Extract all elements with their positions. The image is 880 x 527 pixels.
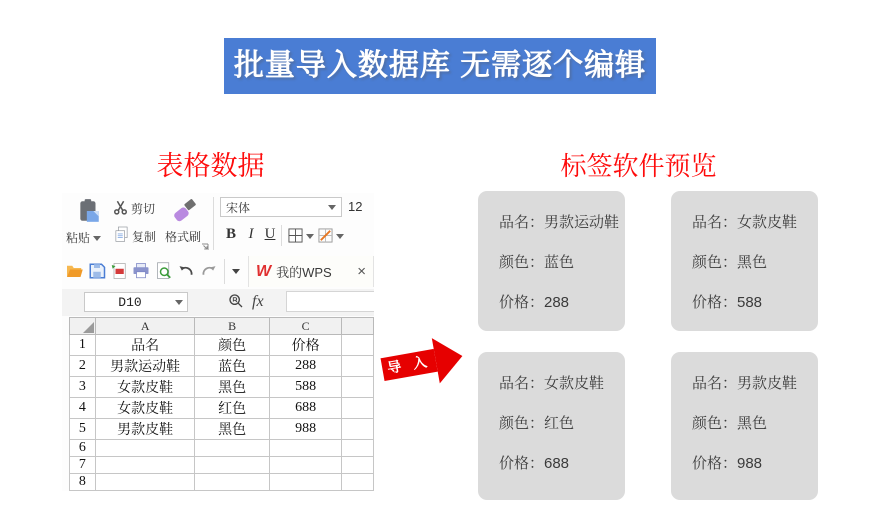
draw-border-icon[interactable]	[318, 228, 333, 243]
save-button[interactable]	[88, 262, 106, 280]
cell[interactable]	[95, 440, 195, 457]
paste-label: 粘贴	[66, 231, 91, 245]
banner-title: 批量导入数据库 无需逐个编辑	[224, 38, 656, 94]
cell[interactable]: 黑色	[195, 419, 269, 440]
cell[interactable]: 男款皮鞋	[95, 419, 195, 440]
arrow-head-icon	[432, 333, 467, 383]
cell[interactable]: 男款运动鞋	[95, 356, 195, 377]
cell[interactable]	[342, 474, 374, 491]
cell-reference-box[interactable]	[84, 292, 188, 312]
underline-button[interactable]: U	[264, 226, 276, 242]
cell[interactable]: 品名	[95, 335, 195, 356]
spreadsheet-screenshot	[62, 193, 374, 491]
cell[interactable]	[342, 377, 374, 398]
copy-icon	[114, 226, 129, 243]
table-row	[70, 440, 374, 457]
cell[interactable]: 价格	[269, 335, 341, 356]
import-arrow	[376, 330, 470, 396]
font-size-select[interactable]: 12	[348, 199, 363, 214]
cell[interactable]	[95, 474, 195, 491]
cell[interactable]: 蓝色	[195, 356, 269, 377]
row-header[interactable]: 8	[70, 474, 96, 491]
paste-button[interactable]	[66, 229, 101, 246]
card-name-line: 品名：男款皮鞋	[692, 375, 798, 392]
table-row	[70, 419, 374, 440]
italic-button[interactable]: I	[248, 226, 254, 242]
cell[interactable]	[269, 457, 341, 474]
row-header[interactable]: 3	[70, 377, 96, 398]
print-preview-button[interactable]	[155, 262, 172, 280]
formula-input[interactable]	[286, 291, 374, 312]
cell[interactable]: 女款皮鞋	[95, 398, 195, 419]
table-row	[70, 457, 374, 474]
cell[interactable]	[195, 457, 269, 474]
label-card	[478, 352, 625, 500]
cell-reference-value: D10	[118, 294, 142, 310]
row-header[interactable]: 6	[70, 440, 96, 457]
cut-button[interactable]: 剪切	[131, 202, 156, 216]
bold-button[interactable]: B	[225, 226, 236, 242]
close-tab-icon[interactable]: ×	[357, 263, 366, 280]
draw-border-dropdown-icon[interactable]	[336, 234, 344, 239]
row-header[interactable]: 1	[70, 335, 96, 356]
card-price-line: 价格：288	[499, 294, 570, 311]
card-color-line: 颜色：黑色	[692, 254, 768, 271]
cell[interactable]	[342, 419, 374, 440]
cell[interactable]: 288	[269, 356, 341, 377]
insert-function-button[interactable]: fx	[252, 293, 264, 310]
quickbar-dropdown-icon[interactable]	[232, 269, 240, 274]
import-arrow-label: 导 入	[381, 349, 438, 381]
namebox-dropdown-icon	[175, 300, 183, 305]
cell[interactable]	[342, 457, 374, 474]
table-row	[70, 377, 374, 398]
font-name-label: 宋体	[226, 200, 251, 215]
cell[interactable]	[342, 440, 374, 457]
export-pdf-button[interactable]	[110, 262, 127, 280]
cell[interactable]: 颜色	[195, 335, 269, 356]
cell[interactable]: 红色	[195, 398, 269, 419]
cell[interactable]: 女款皮鞋	[95, 377, 195, 398]
borders-dropdown-icon[interactable]	[306, 234, 314, 239]
select-all-icon	[83, 322, 94, 333]
cell[interactable]	[269, 474, 341, 491]
worksheet-grid	[69, 317, 374, 491]
print-button[interactable]	[132, 262, 150, 280]
borders-icon[interactable]	[288, 228, 303, 243]
paste-dropdown-icon	[93, 236, 101, 241]
cell[interactable]	[342, 335, 374, 356]
cell[interactable]	[195, 440, 269, 457]
toolbar-divider	[281, 225, 282, 246]
label-card	[671, 352, 818, 500]
select-all-corner[interactable]	[70, 318, 96, 335]
column-header-a[interactable]: A	[95, 318, 195, 335]
tab-my-wps[interactable]	[248, 256, 374, 287]
column-header-b[interactable]: B	[195, 318, 269, 335]
tab-label: 我的WPS	[276, 265, 332, 280]
cell[interactable]: 黑色	[195, 377, 269, 398]
column-header-c[interactable]: C	[269, 318, 341, 335]
card-name-line: 品名：女款皮鞋	[692, 214, 798, 231]
cut-icon	[113, 200, 128, 215]
row-header[interactable]: 5	[70, 419, 96, 440]
dialog-launcher-icon[interactable]	[201, 243, 209, 251]
cell[interactable]	[95, 457, 195, 474]
row-header[interactable]: 4	[70, 398, 96, 419]
cell[interactable]	[195, 474, 269, 491]
card-price-line: 价格：588	[692, 294, 763, 311]
table-row	[70, 398, 374, 419]
row-header[interactable]: 2	[70, 356, 96, 377]
label-card	[478, 191, 625, 331]
table-row	[70, 474, 374, 491]
cell[interactable]: 988	[269, 419, 341, 440]
copy-button[interactable]: 复制	[132, 230, 157, 244]
card-name-line: 品名：男款运动鞋	[499, 214, 620, 231]
redo-button[interactable]	[200, 262, 219, 280]
cell[interactable]	[342, 356, 374, 377]
toolbar-divider	[213, 197, 214, 250]
undo-button[interactable]	[176, 262, 195, 280]
table-row	[70, 356, 374, 377]
paste-icon	[76, 198, 102, 224]
font-family-select[interactable]	[220, 197, 342, 217]
card-price-line: 价格：688	[499, 455, 570, 472]
cell[interactable]	[342, 398, 374, 419]
wps-logo-icon: W	[256, 262, 272, 280]
toolbar-divider	[224, 259, 225, 284]
open-file-button[interactable]	[65, 262, 84, 280]
cell[interactable]: 688	[269, 398, 341, 419]
column-header-d-selected[interactable]	[342, 318, 374, 335]
format-painter-icon	[172, 198, 198, 224]
label-card	[671, 191, 818, 331]
cell[interactable]: 588	[269, 377, 341, 398]
right-section-heading: 标签软件预览	[560, 151, 717, 181]
card-name-line: 品名：女款皮鞋	[499, 375, 605, 392]
card-color-line: 颜色：红色	[499, 415, 575, 432]
card-price-line: 价格：988	[692, 455, 763, 472]
row-header[interactable]: 7	[70, 457, 96, 474]
card-color-line: 颜色：蓝色	[499, 254, 575, 271]
format-painter-button[interactable]: 格式刷	[165, 230, 202, 244]
table-row	[70, 335, 374, 356]
font-dropdown-icon	[328, 205, 336, 210]
left-section-heading: 表格数据	[156, 151, 265, 181]
cell[interactable]	[269, 440, 341, 457]
search-icon[interactable]	[228, 293, 244, 309]
card-color-line: 颜色：黑色	[692, 415, 768, 432]
